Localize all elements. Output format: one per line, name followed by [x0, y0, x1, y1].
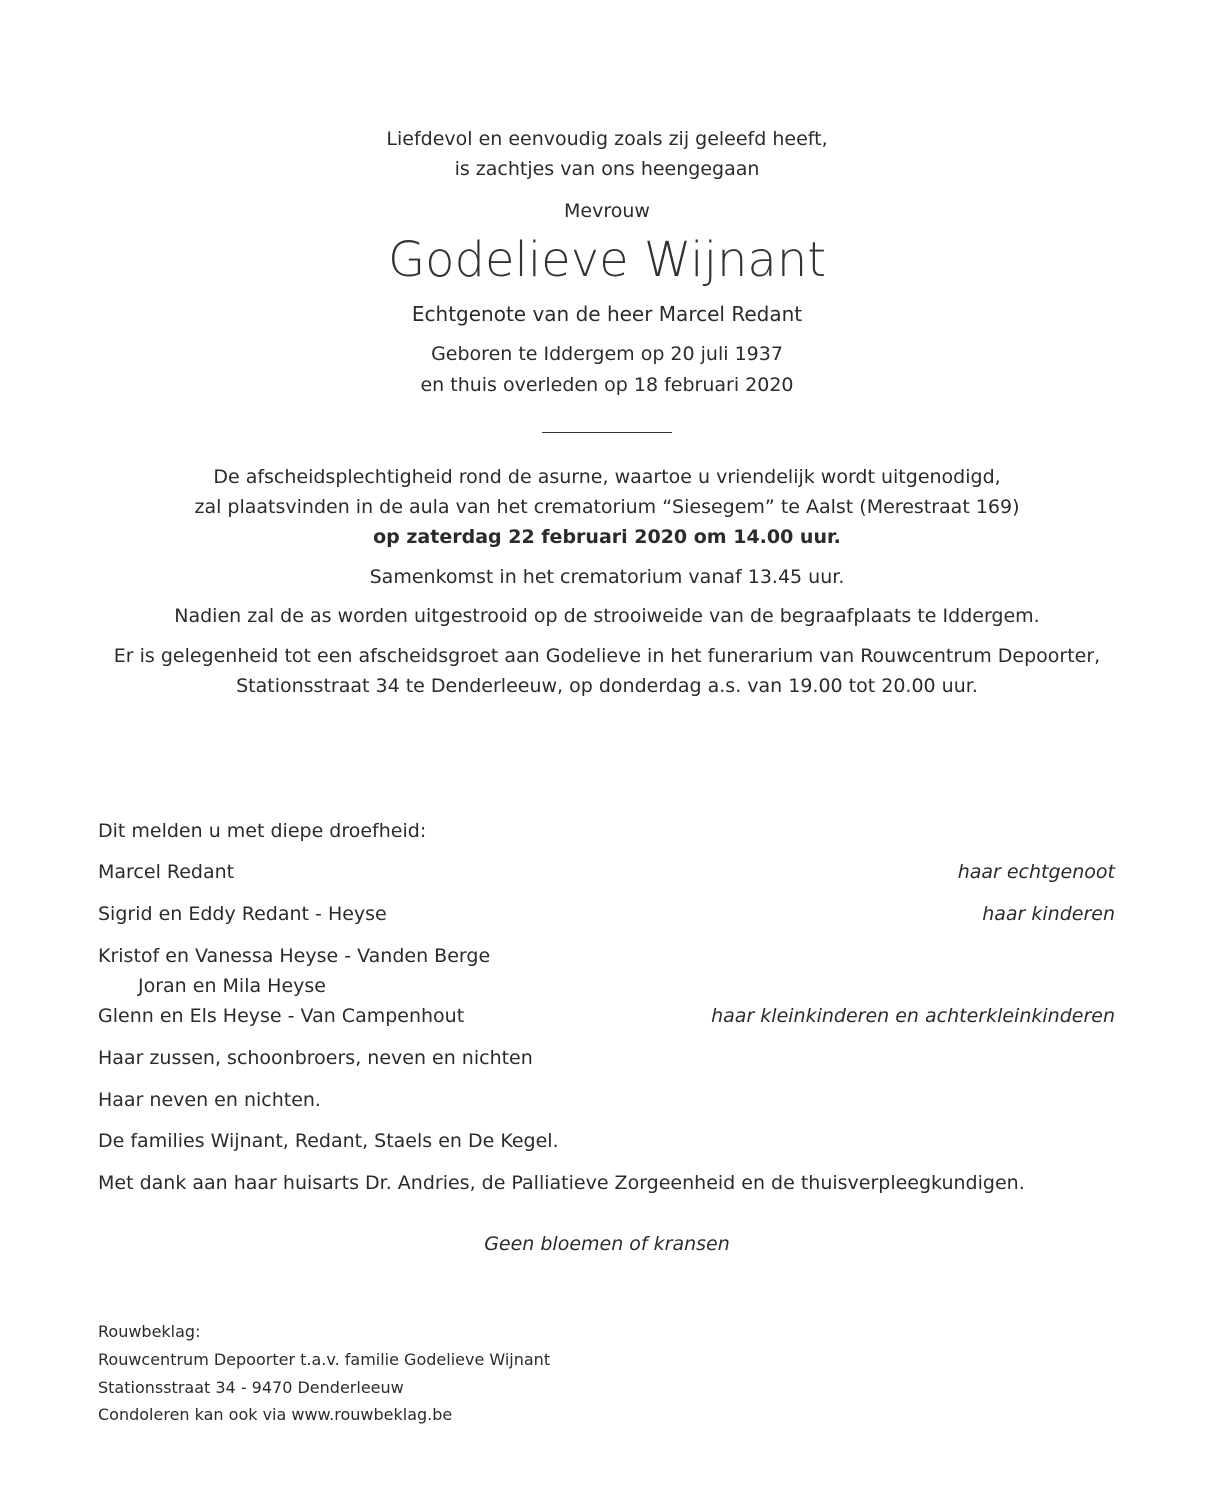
family-row: [98, 1005, 1115, 1027]
scattering-line: Nadien zal de as worden uitgestrooid op de strooiweide van de begraafplaats te Iddergem.: [174, 605, 1040, 627]
condolence-line-2: Stationsstraat 34 - 9470 Denderleeuw: [98, 1378, 404, 1397]
ceremony-line-1: De afscheidsplechtigheid rond de asurne, waartoe u vriendelijk wordt uitgenodigd,: [213, 466, 1001, 488]
family-name: Joran en Mila Heyse: [138, 975, 326, 997]
ceremony-line-2: zal plaatsvinden in de aula van het crematorium “Siesegem” te Aalst (Merestraat 169): [194, 496, 1020, 518]
divider-line: [542, 432, 672, 433]
gathering-line: Samenkomst in het crematorium vanaf 13.45 uur.: [369, 566, 845, 588]
family-other: De families Wijnant, Redant, Staels en De Kegel.: [98, 1130, 559, 1152]
farewell-line-2: Stationsstraat 34 te Denderleeuw, op donderdag a.s. van 19.00 tot 20.00 uur.: [236, 675, 978, 697]
family-name: Marcel Redant: [98, 861, 235, 883]
thanks-line: Met dank aan haar huisarts Dr. Andries, de Palliatieve Zorgeenheid en de thuisverpleegkundigen.: [98, 1172, 1025, 1194]
salutation: Mevrouw: [564, 200, 650, 222]
family-name: Kristof en Vanessa Heyse - Vanden Berge: [98, 945, 491, 967]
family-relation: haar kleinkinderen en achterkleinkinderen: [711, 1005, 1115, 1027]
family-row: [98, 903, 1115, 925]
condolence-line-1: Rouwcentrum Depoorter t.a.v. familie Godelieve Wijnant: [98, 1350, 551, 1369]
family-other: Haar zussen, schoonbroers, neven en nichten: [98, 1047, 533, 1069]
family-relation: haar kinderen: [982, 903, 1115, 925]
family-relation: haar echtgenoot: [957, 861, 1115, 883]
no-flowers-note: Geen bloemen of kransen: [484, 1233, 730, 1255]
deceased-name: Godelieve Wijnant: [387, 232, 827, 288]
intro-line-2: is zachtjes van ons heengegaan: [454, 158, 760, 180]
farewell-line-1: Er is gelegenheid tot een afscheidsgroet aan Godelieve in het funerarium van Rouwcentrum Depoorter,: [113, 645, 1101, 667]
family-name: Sigrid en Eddy Redant - Heyse: [98, 903, 387, 925]
family-row: [138, 975, 1115, 997]
death-line: en thuis overleden op 18 februari 2020: [420, 374, 794, 396]
family-row: [98, 861, 1115, 883]
intro-line-1: Liefdevol en eenvoudig zoals zij geleefd heeft,: [386, 128, 828, 150]
ceremony-date: op zaterdag 22 februari 2020 om 14.00 uur.: [373, 526, 841, 548]
birth-line: Geboren te Iddergem op 20 juli 1937: [431, 343, 783, 365]
condolence-line-3: Condoleren kan ook via www.rouwbeklag.be: [98, 1405, 453, 1424]
family-heading: Dit melden u met diepe droefheid:: [98, 820, 427, 842]
family-row: [98, 945, 1115, 967]
condolence-label: Rouwbeklag:: [98, 1322, 201, 1341]
family-other: Haar neven en nichten.: [98, 1089, 321, 1111]
family-name: Glenn en Els Heyse - Van Campenhout: [98, 1005, 465, 1027]
spouse-line: Echtgenote van de heer Marcel Redant: [411, 302, 803, 326]
